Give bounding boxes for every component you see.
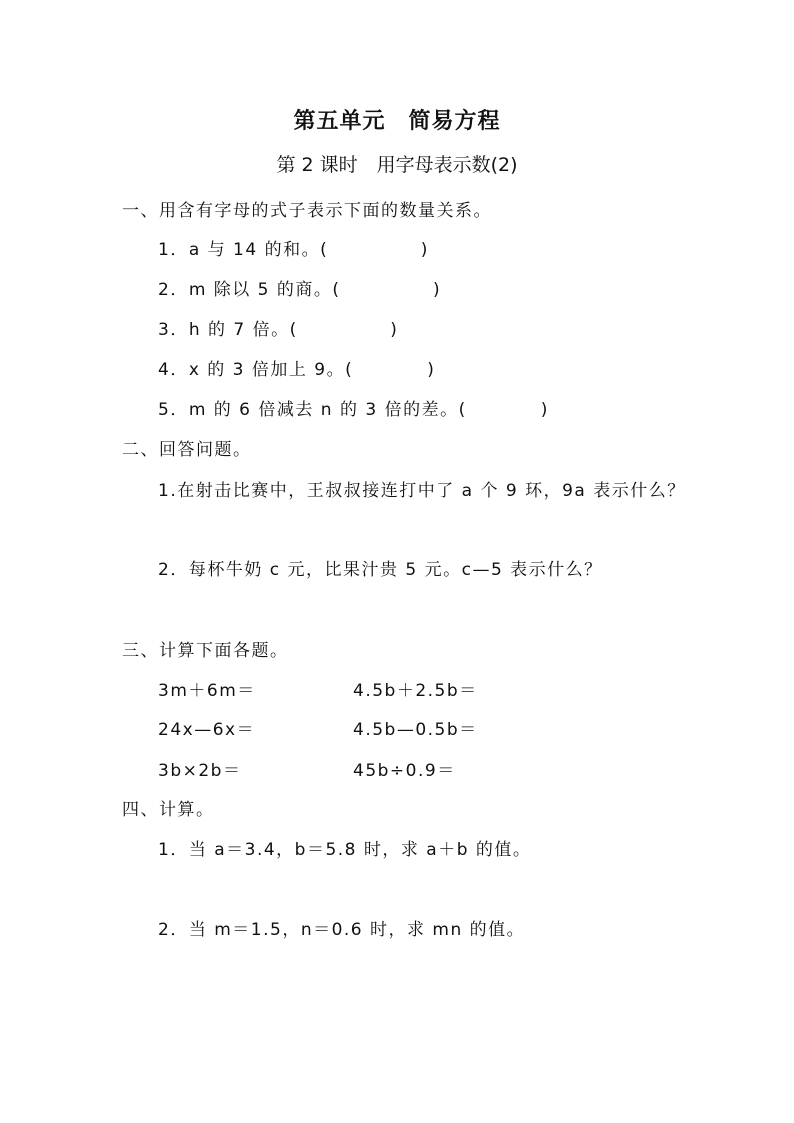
lesson-subtitle: 第 2 课时 用字母表示数(2) [276, 154, 518, 176]
page-title: 第五单元 简易方程 [293, 109, 501, 134]
calc-item: 3b×2b＝ [158, 761, 242, 781]
calc-item: 3m＋6m＝ [158, 681, 256, 701]
calc-item: 4.5b＋2.5b＝ [353, 681, 478, 701]
question-1-4: 4．x 的 3 倍加上 9。( ) [158, 360, 436, 380]
question-1-5: 5．m 的 6 倍减去 n 的 3 倍的差。( ) [158, 400, 549, 420]
question-1-2: 2．m 除以 5 的商。( ) [158, 280, 442, 300]
section-heading-2: 二、回答问题。 [122, 440, 252, 460]
question-1-1: 1．a 与 14 的和。( ) [158, 240, 429, 260]
question-4-2: 2．当 m＝1.5，n＝0.6 时，求 mn 的值。 [158, 920, 526, 940]
section-heading-1: 一、用含有字母的式子表示下面的数量关系。 [122, 201, 492, 221]
question-1-3: 3．h 的 7 倍。( ) [158, 320, 399, 340]
calc-item: 4.5b—0.5b＝ [353, 720, 478, 740]
question-2-2: 2．每杯牛奶 c 元，比果汁贵 5 元。c—5 表示什么？ [158, 560, 603, 580]
question-4-1: 1．当 a＝3.4，b＝5.8 时，求 a＋b 的值。 [158, 840, 532, 860]
section-heading-3: 三、计算下面各题。 [122, 641, 289, 661]
question-2-1: 1.在射击比赛中，王叔叔接连打中了 a 个 9 环，9a 表示什么？ [158, 481, 686, 501]
section-heading-4: 四、计算。 [122, 800, 215, 820]
calc-item: 24x—6x＝ [158, 720, 256, 740]
calc-item: 45b÷0.9＝ [353, 761, 456, 781]
